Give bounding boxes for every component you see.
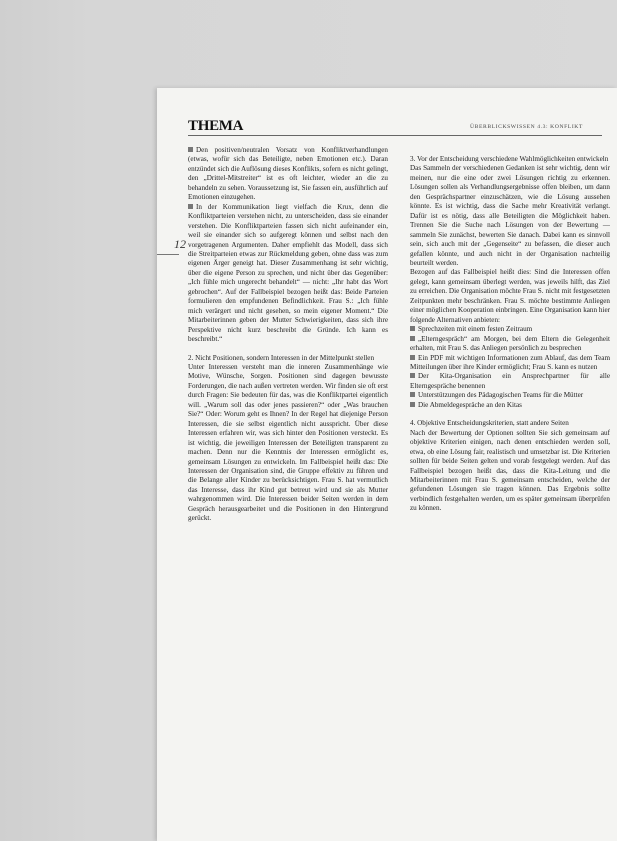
square-bullet-icon	[410, 402, 415, 407]
paragraph-gap	[410, 146, 610, 155]
square-bullet-icon	[410, 326, 415, 331]
body-paragraph	[410, 268, 610, 325]
paragraph-gap	[410, 410, 610, 419]
bullet-paragraph	[410, 335, 610, 354]
bullet-paragraph	[410, 354, 610, 373]
paragraph-text: Unterstützungen des Pädagogischen Teams für die Mütter	[418, 391, 584, 400]
section-title: THEMA	[188, 118, 244, 134]
running-head: ÜBERBLICKSWISSEN 4.3: KONFLIKT	[470, 124, 583, 130]
paragraph-text: Bezogen auf das Fallbeispiel heißt dies: Sind die Interessen offen gelegt, kann gemeinsam überlegt werden, was jeweils hilft, das Ziel zu erreichen. Die Organisation möchte Frau S. nicht mit festgesetzten Zeitpunkten mehr beschränken. Frau S. möchte bestimmte Anliegen einer möglichen Kooperation einbringen. Eine Organisation kann hier folgende Alternativen anbieten:	[410, 268, 610, 324]
body-paragraph	[410, 164, 610, 268]
paragraph-gap	[188, 345, 388, 354]
square-bullet-icon	[410, 355, 415, 360]
body-paragraph	[188, 363, 388, 524]
square-bullet-icon	[410, 392, 415, 397]
body-paragraph	[410, 429, 610, 514]
bullet-paragraph	[410, 401, 610, 410]
margin-mark	[157, 254, 179, 255]
subsection-heading: 2. Nicht Positionen, sondern Interessen in der Mittelpunkt stellen	[188, 353, 375, 362]
bullet-paragraph	[410, 372, 610, 391]
subsection-heading: 3. Vor der Entscheidung verschiedene Wahlmöglichkeiten entwickeln	[410, 155, 609, 163]
paragraph-text: Ein PDF mit wichtigen Informationen zum Ablauf, das dem Team Mitteilungen über ihre Kinder ermöglicht; Frau S. kann es nutzen	[410, 353, 610, 371]
square-bullet-icon	[188, 147, 193, 152]
paragraph-text: „Elterngespräch“ am Morgen, bei dem Eltern die Gelegenheit erhalten, mit Frau S. das Anliegen persönlich zu besprechen	[410, 334, 610, 353]
square-bullet-icon	[410, 373, 415, 378]
header-rule	[188, 135, 602, 136]
paragraph-text: Sprechzeiten mit einem festen Zeitraum	[418, 325, 533, 334]
right-text-column	[410, 146, 610, 836]
paragraph-text: Die Abmeldegespräche an den Kitas	[418, 400, 522, 409]
left-text-column	[188, 146, 388, 836]
paragraph-text: Nach der Bewertung der Optionen sollten Sie sich gemeinsam auf objektive Kriterien einigen, nach denen entschieden werden soll, etwa, ob eine Lösung fair, realistisch und umsetzbar ist. Die Kriterien sollten für beide Seiten gelten und vorab festgelegt werden. Auf das Fallbeispiel bezogen heißt das, dass die Kita-Leitung und die Mitarbeiterinnen mit Frau S. gemeinsam entscheiden, welche der gefundenen Lösungen sie tragen können. Das Ergebnis sollte verbindlich festgehalten werden, um es später gemeinsam überprüfen zu können.	[410, 428, 610, 513]
paragraph-text: Der Kita-Organisation ein Ansprechpartner für alle Elterngespräche benennen	[410, 372, 610, 390]
paragraph-text: Unter Interessen versteht man die inneren Zusammenhänge wie Motive, Wünsche, Sorgen. Positionen sind dagegen bewusste Forderungen, die nach außen vertreten werden. Wir finden sie oft erst durch Fragen: Sie bedeuten für das, was die Konfliktpartei eigentlich will. „Warum soll das oder jenes passieren?“ oder „Was brauchen Sie?“ Oder: Worum geht es Ihnen? In der Regel hat diejenige Person Interessen, die sie selbst eigentlich nicht ausspricht. Über diese Interessen erfahren wir, was sich hinter den Positionen versteckt. Es ist wichtig, die jeweiligen Interessen der Beteiligten transparent zu machen. Denn nur die Kenntnis der Interessen ermöglicht es, gemeinsam Lösungen zu entwickeln. Im Fallbeispiel heißt das: Die Interessen der Organisation sind, die Gruppe effektiv zu führen und die Belange aller Kinder zu berücksichtigen. Frau S. hat vermutlich das Interesse, dass ihr Kind gut betreut wird und sie als Mutter wahrgenommen wird. Die Interessen beider Seiten werden in dem Gespräch herausgearbeitet und die Positionen in den Hintergrund gerückt.	[188, 362, 388, 523]
bullet-paragraph	[410, 391, 610, 400]
paragraph-text: Den positiven/neutralen Vorsatz von Konfliktverhandlungen (etwas, wofür sich das Beteiligte, neben Emotionen etc.). Daran entzündet sich die Auflösung dieses Konflikts, sofern es nicht gelingt, den „Drittel-Mitstreiter“ ist es oft leichter, wieder an die zu behandeln zu sehen. Voraussetzung ist, Sie fassen ein, ausführlich auf Emotionen einzugehen.	[188, 146, 388, 202]
page-number: 12	[174, 237, 186, 251]
bullet-paragraph	[188, 146, 388, 203]
bullet-paragraph	[410, 325, 610, 334]
square-bullet-icon	[188, 204, 193, 209]
paragraph-text: In der Kommunikation liegt vielfach die Krux, denn die Konfliktparteien verstehen nicht, zu unterscheiden, dass sie einander verstehen. Die Konfliktparteien fassen sich nicht aufeinander ein, weil sie einander sich so aufgeregt können und selbst nach den vorgetragenen Argumenten. Daher empfiehlt das Modell, dass sich die Streitparteien etwas zur Rückmeldung geben, ohne dass was zum eigenen Ärger geneigt hat. Dieser Zusammenhang ist sehr wichtig, über die eigene Person zu sprechen, und nicht über das Gegenüber: „Ich fühle mich ungerecht behandelt“ — nicht: „Ihr habt das Wort gebrochen“. Auf der Fallbeispiel bezogen heißt das: Beide Parteien formulieren den empfundenen Befindlichkeit. Frau S.: „Ich fühle mich verärgert und nicht gesehen, so mein eigener Moment.“ Die Mitarbeiterinnen geben der Mutter Schwierigkeiten, dass sich ihre Perspektive nicht kurz beschreibt die Gründe. Ich kann es beschreibt.“	[188, 202, 388, 344]
subsection-heading: 4. Objektive Entscheidungskriterien, statt andere Seiten	[410, 419, 569, 428]
square-bullet-icon	[410, 336, 415, 341]
bullet-paragraph	[188, 203, 388, 345]
paragraph-text: Das Sammeln der verschiedenen Gedanken ist sehr wichtig, denn wir meinen, nur die eine oder zwei Lösungen richtig zu erkennen. Lösungen sollen als Verhandlungsergebnisse offen bleiben, um dann den Gesprächspartner einzuschätzen, wie die Lösung aussehen könnte. Es ist wichtig, dass die Sache mehr Kreativität verlangt. Dafür ist es nötig, dass alle Beteiligten die Möglichkeit haben. Trennen Sie die Suche nach Lösungen von der Bewertung — sammeln Sie zunächst, bewerten Sie danach. Dabei kann es sinnvoll sein, sich auch mit der „Gegenseite“ zu befassen, die dieser auch gefallen könnte, und auch nicht in der Organisation nachteilig beurteilt werden.	[410, 164, 610, 267]
